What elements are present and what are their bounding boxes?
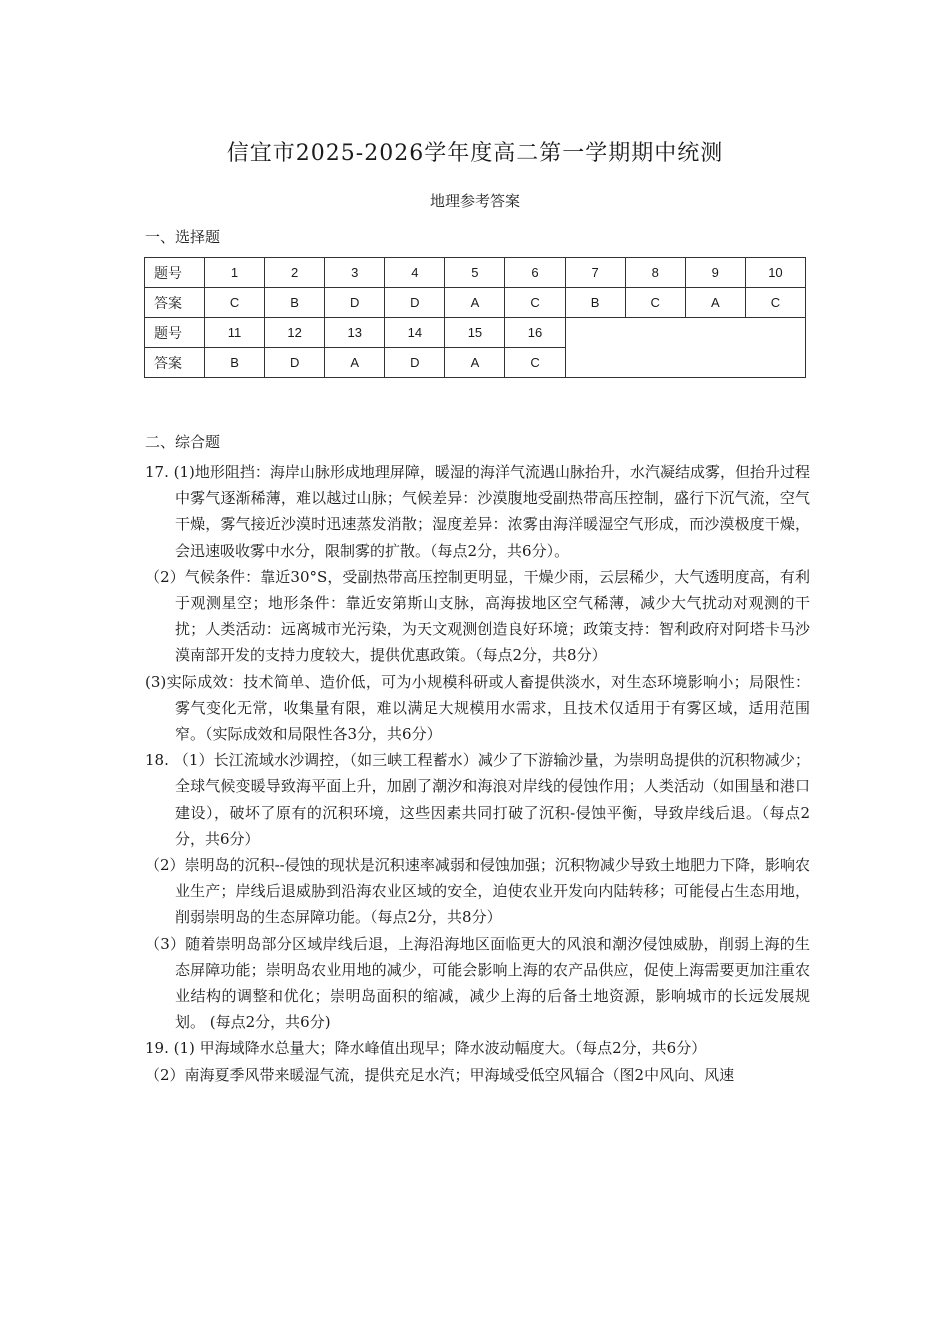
header-cell-question: 题号 <box>145 258 205 288</box>
number-cell: 8 <box>625 258 685 288</box>
section-heading-comprehensive: 二、综合题 <box>145 433 221 451</box>
answer-cell: C <box>505 348 565 378</box>
number-cell: 16 <box>505 318 565 348</box>
answer-cell: B <box>265 288 325 318</box>
number-cell: 9 <box>685 258 745 288</box>
answer-cell: C <box>505 288 565 318</box>
answer-table <box>144 257 806 378</box>
number-cell: 6 <box>505 258 565 288</box>
section-heading-multiple-choice: 一、选择题 <box>145 228 221 246</box>
answer-cell: C <box>205 288 265 318</box>
number-cell: 12 <box>265 318 325 348</box>
header-cell-answer: 答案 <box>145 288 205 318</box>
empty-merged-cell <box>565 318 805 378</box>
q18-part2: （2）崇明岛的沉积--侵蚀的现状是沉积速率减弱和侵蚀加强；沉积物减少导致土地肥力下降，影响农业生产；岸线后退威胁到沿海农业区域的安全，迫使农业开发向内陆转移；可能侵占生态用地，削弱崇明岛的生态屏障功能。（每点2分，共8分） <box>145 856 810 927</box>
table-row-numbers-2 <box>145 318 806 348</box>
answer-cell: C <box>625 288 685 318</box>
number-cell: 10 <box>745 258 805 288</box>
number-cell: 3 <box>325 258 385 288</box>
page-title: 信宜市2025-2026学年度高二第一学期期中统测 <box>226 141 724 166</box>
number-cell: 2 <box>265 258 325 288</box>
header-cell-answer: 答案 <box>145 348 205 378</box>
number-cell: 5 <box>445 258 505 288</box>
answer-cell: A <box>325 348 385 378</box>
answer-cell: D <box>265 348 325 378</box>
answer-cell: A <box>685 288 745 318</box>
q17-part3: (3)实际成效：技术简单、造价低，可为小规模科研或人畜提供淡水，对生态环境影响小；局限性：雾气变化无常，收集量有限，难以满足大规模用水需求，且技术仅适用于有雾区域，适用范围窄。（实际成效和局限性各3分，共6分） <box>145 672 810 744</box>
number-cell: 7 <box>565 258 625 288</box>
q17-part2: （2）气候条件：靠近30°S，受副热带高压控制更明显，干燥少雨，云层稀少，大气透明度高，有利于观测星空；地形条件：靠近安第斯山支脉，高海拔地区空气稀薄，减少大气扰动对观测的干扰；人类活动：远离城市光污染，为天文观测创造良好环境；政策支持：智利政府对阿塔卡马沙漠南部开发的支持力度较大，提供优惠政策。（每点2分，共8分） <box>145 567 810 665</box>
q18-part1: 18. （1）长江流域水沙调控，（如三峡工程蓄水）减少了下游输沙量，为崇明岛提供的沉积物减少；全球气候变暖导致海平面上升，加剧了潮汐和海浪对岸线的侵蚀作用；人类活动（如围垦和港口建设），破坏了原有的沉积环境，这些因素共同打破了沉积-侵蚀平衡，导致岸线后退。（每点2分，共6分） <box>145 751 810 848</box>
q19-part2: （2）南海夏季风带来暖湿气流，提供充足水汽；甲海域受低空风辐合（图2中风向、风速 <box>145 1065 735 1084</box>
q19-part1: 19. (1) 甲海域降水总量大；降水峰值出现早；降水波动幅度大。（每点2分，共6分） <box>145 1039 707 1058</box>
answer-cell: B <box>205 348 265 378</box>
number-cell: 13 <box>325 318 385 348</box>
answer-cell: D <box>385 288 445 318</box>
answers-body <box>145 459 810 1088</box>
number-cell: 11 <box>205 318 265 348</box>
number-cell: 1 <box>205 258 265 288</box>
table-row-answers-1 <box>145 288 806 318</box>
answer-cell: C <box>745 288 805 318</box>
answer-cell: D <box>385 348 445 378</box>
page-subtitle: 地理参考答案 <box>429 192 520 210</box>
number-cell: 14 <box>385 318 445 348</box>
answer-cell: D <box>325 288 385 318</box>
header-cell-question: 题号 <box>145 318 205 348</box>
q17-part1: 17. (1)地形阻挡：海岸山脉形成地理屏障，暖湿的海洋气流遇山脉抬升，水汽凝结成雾，但抬升过程中雾气逐渐稀薄，难以越过山脉；气候差异：沙漠腹地受副热带高压控制，盛行下沉气流，空气干燥，雾气接近沙漠时迅速蒸发消散；湿度差异：浓雾由海洋暖湿空气形成，而沙漠极度干燥，会迅速吸收雾中水分，限制雾的扩散。（每点2分，共6分）。 <box>145 463 810 560</box>
answer-cell: A <box>445 348 505 378</box>
answer-cell: B <box>565 288 625 318</box>
table-row-numbers-1 <box>145 258 806 288</box>
number-cell: 15 <box>445 318 505 348</box>
number-cell: 4 <box>385 258 445 288</box>
answer-cell: A <box>445 288 505 318</box>
q18-part3: （3）随着崇明岛部分区域岸线后退，上海沿海地区面临更大的风浪和潮汐侵蚀威胁，削弱上海的生态屏障功能；崇明岛农业用地的减少，可能会影响上海的农产品供应，促使上海需要更加注重农业结构的调整和优化；崇明岛面积的缩减，减少上海的后备土地资源，影响城市的长远发展规划。 (每点2分，共6分) <box>145 934 810 1032</box>
